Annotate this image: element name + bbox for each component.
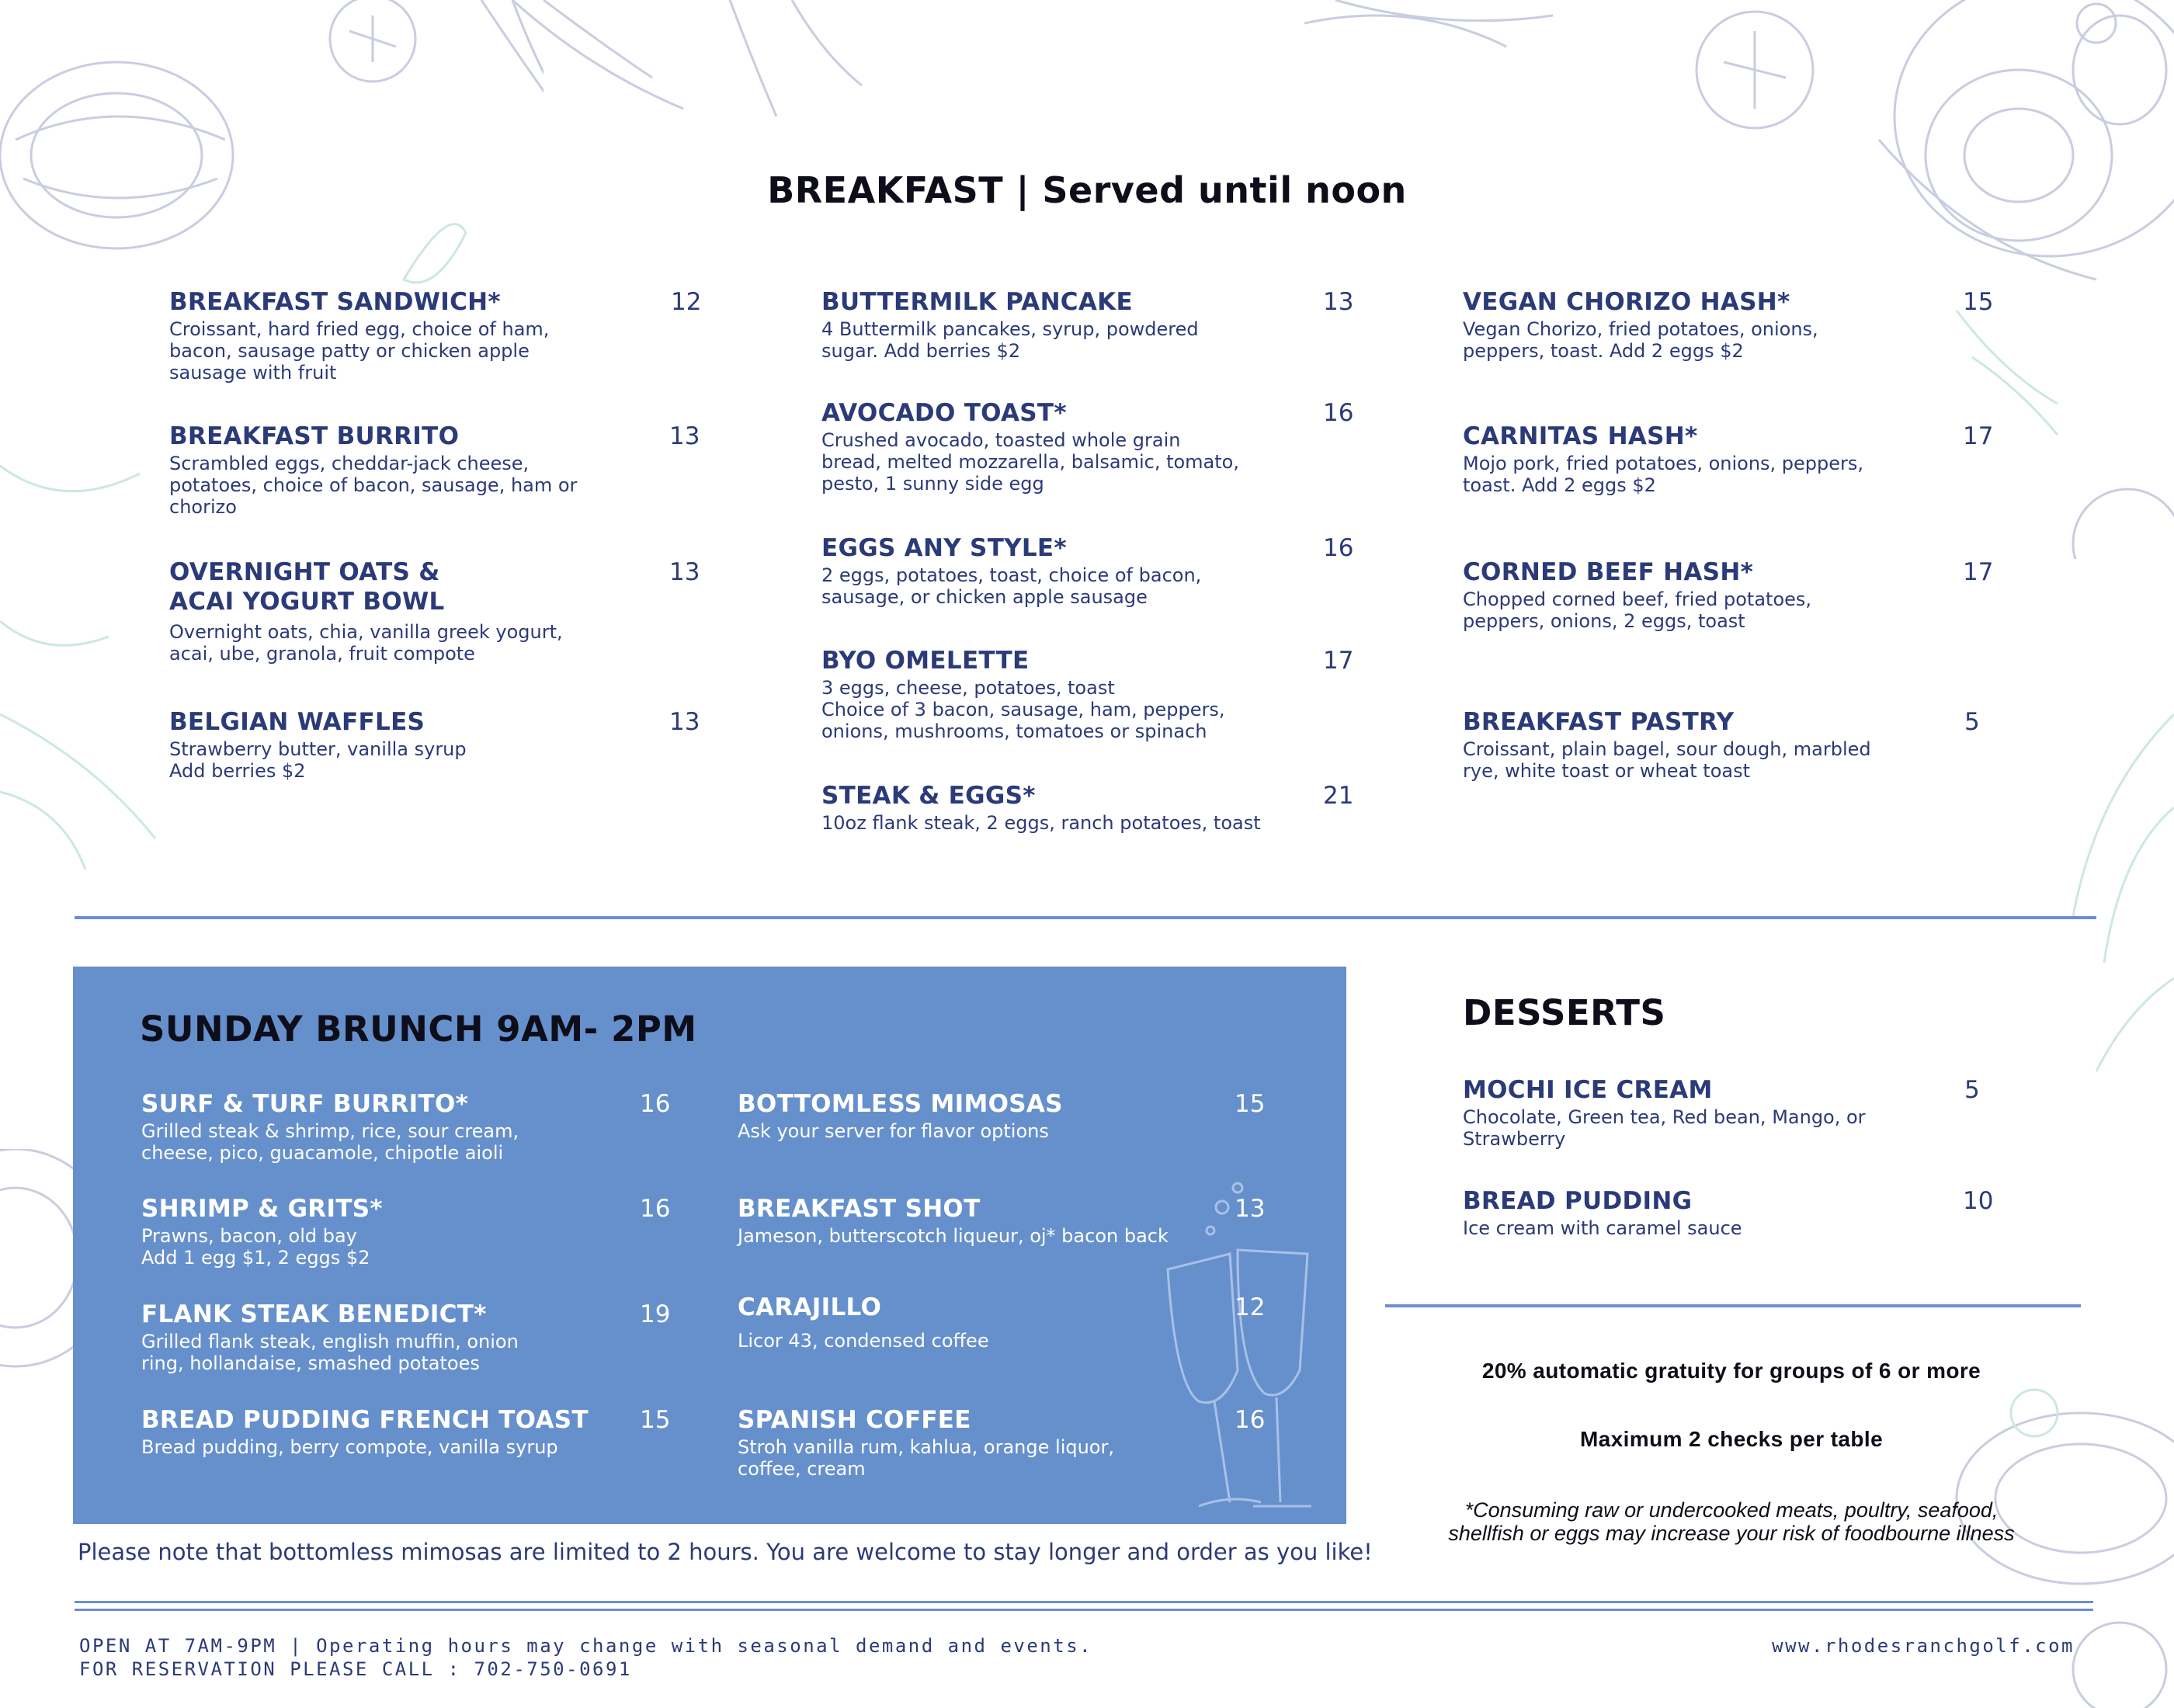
item-price: 15	[1235, 1090, 1266, 1118]
item-price: 13	[669, 422, 700, 450]
menu-item	[1463, 287, 2006, 362]
gratuity-note: 20% automatic gratuity for groups of 6 or more	[1481, 1359, 1981, 1383]
item-description: Crushed avocado, toasted whole grain bread, melted mozzarella, balsamic, tomato, pesto, 1 sunny side egg	[821, 429, 1239, 495]
item-price: 21	[1323, 782, 1354, 810]
brunch-item	[141, 1194, 700, 1269]
menu-item	[1463, 422, 2006, 496]
sunday-brunch-panel	[73, 967, 1346, 1524]
item-description: Chocolate, Green tea, Red bean, Mango, or Strawberry	[1463, 1106, 1866, 1150]
item-description: Licor 43, condensed coffee	[738, 1330, 989, 1352]
section-divider	[75, 916, 2096, 919]
item-description: Ask your server for flavor options	[738, 1120, 1049, 1142]
item-price: 17	[1323, 647, 1354, 675]
desserts-divider	[1385, 1304, 2081, 1307]
footer-divider-top	[75, 1601, 2093, 1603]
item-description: Croissant, hard fried egg, choice of ham, bacon, sausage patty or chicken apple sausage with fruit	[169, 318, 550, 384]
item-name: SPANISH COFFEE	[738, 1406, 971, 1434]
item-price: 5	[1964, 708, 1980, 736]
item-name: MOCHI ICE CREAM	[1463, 1076, 1713, 1104]
brunch-item	[141, 1089, 700, 1164]
item-description: Grilled steak & shrimp, rice, sour cream, cheese, pico, guacamole, chipotle aioli	[141, 1120, 519, 1164]
item-name: SURF & TURF BURRITO*	[141, 1090, 469, 1118]
item-name: BOTTOMLESS MIMOSAS	[738, 1090, 1063, 1118]
item-name: BYO OMELETTE	[821, 647, 1030, 675]
menu-item	[1463, 1186, 2022, 1239]
menu-item	[169, 707, 705, 782]
brunch-item	[141, 1405, 700, 1458]
menu-item	[169, 422, 705, 518]
leaf-sketch-top-left	[0, 0, 544, 311]
item-price: 16	[1323, 534, 1354, 562]
item-description: Chopped corned beef, fried potatoes, peppers, onions, 2 eggs, toast	[1463, 588, 1812, 632]
menu-item	[821, 287, 1365, 362]
menu-item	[821, 398, 1365, 495]
item-name: BREAKFAST PASTRY	[1463, 708, 1735, 736]
item-description: Overnight oats, chia, vanilla greek yogurt, acai, ube, granola, fruit compote	[169, 621, 563, 665]
item-price: 16	[640, 1195, 671, 1223]
item-price: 5	[1964, 1076, 1980, 1104]
item-name: CORNED BEEF HASH*	[1463, 558, 1754, 586]
item-name: BREAD PUDDING	[1463, 1187, 1693, 1215]
desserts-title: DESSERTS	[1463, 992, 1666, 1033]
item-price: 13	[669, 708, 700, 736]
consumer-advisory: *Consuming raw or undercooked meats, poultry, seafood, shellfish or eggs may increase your risk of foodbourne illness	[1448, 1498, 2015, 1545]
item-price: 10	[1963, 1187, 1994, 1215]
item-name: BREAKFAST SANDWICH*	[169, 288, 501, 316]
item-name: BELGIAN WAFFLES	[169, 708, 425, 736]
menu-item	[821, 646, 1365, 742]
page-title: BREAKFAST | Served until noon	[767, 169, 1407, 211]
menu-item	[1463, 707, 2006, 782]
item-description: 4 Buttermilk pancakes, syrup, powdered sugar. Add berries $2	[821, 318, 1199, 362]
item-name: EGGS ANY STYLE*	[821, 534, 1067, 562]
item-description: Bread pudding, berry compote, vanilla syrup	[141, 1436, 558, 1458]
item-price: 15	[1963, 288, 1994, 316]
footer-website[interactable]: www.rhodesranchgolf.com	[1772, 1635, 2075, 1657]
item-price: 12	[1235, 1293, 1266, 1321]
item-description: 2 eggs, potatoes, toast, choice of bacon, sausage, or chicken apple sausage	[821, 564, 1202, 608]
item-name: AVOCADO TOAST*	[821, 399, 1067, 427]
item-price: 19	[640, 1300, 671, 1328]
brunch-title: SUNDAY BRUNCH 9AM- 2PM	[140, 1008, 697, 1050]
leaf-sketch-left	[0, 404, 171, 870]
item-price: 16	[1323, 399, 1354, 427]
item-description: 10oz flank steak, 2 eggs, ranch potatoes, toast	[821, 812, 1261, 834]
item-description: Prawns, bacon, old bay Add 1 egg $1, 2 eggs $2	[141, 1225, 370, 1269]
footer-divider-bottom	[75, 1609, 2093, 1611]
leaf-sketch-top-center	[497, 0, 870, 155]
brunch-item	[738, 1194, 1312, 1247]
item-price: 16	[640, 1090, 671, 1118]
item-name: BUTTERMILK PANCAKE	[821, 288, 1133, 316]
item-name: BREAD PUDDING FRENCH TOAST	[141, 1406, 589, 1434]
brunch-item	[738, 1405, 1312, 1480]
item-price: 17	[1963, 558, 1994, 586]
leaf-sketch-right	[2003, 683, 2174, 1087]
item-name: FLANK STEAK BENEDICT*	[141, 1300, 487, 1328]
item-description: Strawberry butter, vanilla syrup Add berries $2	[169, 738, 467, 782]
item-name: STEAK & EGGS*	[821, 782, 1036, 810]
item-name: VEGAN CHORIZO HASH*	[1463, 288, 1790, 316]
menu-item	[1463, 557, 2006, 632]
menu-item	[169, 287, 705, 384]
item-description: Vegan Chorizo, fried potatoes, onions, peppers, toast. Add 2 eggs $2	[1463, 318, 1818, 362]
item-price: 16	[1235, 1406, 1266, 1434]
item-description: Grilled flank steak, english muffin, onion ring, hollandaise, smashed potatoes	[141, 1331, 519, 1374]
item-name: CARNITAS HASH*	[1463, 422, 1698, 450]
item-price: 15	[640, 1406, 671, 1434]
item-price: 13	[1323, 288, 1354, 316]
menu-item	[821, 533, 1365, 608]
item-description: Mojo pork, fried potatoes, onions, peppers, toast. Add 2 eggs $2	[1463, 453, 1864, 496]
footer-reservation: FOR RESERVATION PLEASE CALL : 702-750-0691	[79, 1658, 632, 1680]
menu-item	[169, 557, 705, 665]
menu-item	[821, 781, 1365, 834]
item-name: SHRIMP & GRITS*	[141, 1195, 383, 1223]
footer-hours: OPEN AT 7AM-9PM | Operating hours may change with seasonal demand and events.	[79, 1635, 1093, 1657]
item-price: 13	[669, 558, 700, 586]
item-description: Stroh vanilla rum, kahlua, orange liquor, coffee, cream	[738, 1436, 1114, 1480]
item-price: 12	[671, 288, 702, 316]
item-name: BREAKFAST SHOT	[738, 1195, 981, 1223]
menu-item	[1463, 1075, 2022, 1150]
brunch-item	[738, 1293, 1312, 1352]
mimosa-note: Please note that bottomless mimosas are limited to 2 hours. You are welcome to stay longer and order as you like!	[78, 1539, 1373, 1565]
item-description: Jameson, butterscotch liqueur, oj* bacon back	[738, 1225, 1169, 1247]
item-description: Ice cream with caramel sauce	[1463, 1217, 1742, 1239]
item-name: OVERNIGHT OATS & ACAI YOGURT BOWL	[169, 558, 445, 616]
brunch-item	[738, 1089, 1312, 1142]
item-description: Scrambled eggs, cheddar-jack cheese, potatoes, choice of bacon, sausage, ham or chorizo	[169, 453, 578, 518]
brunch-item	[141, 1300, 700, 1374]
item-name: CARAJILLO	[738, 1293, 882, 1321]
item-description: Croissant, plain bagel, sour dough, marbled rye, white toast or wheat toast	[1463, 738, 1871, 782]
item-description: 3 eggs, cheese, potatoes, toast Choice of 3 bacon, sausage, ham, peppers, onions, mushrooms, tomatoes or spinach	[821, 677, 1225, 742]
checks-note: Maximum 2 checks per table	[1579, 1427, 1884, 1451]
item-price: 13	[1235, 1195, 1266, 1223]
item-price: 17	[1963, 422, 1994, 450]
item-name: BREAKFAST BURRITO	[169, 422, 460, 450]
